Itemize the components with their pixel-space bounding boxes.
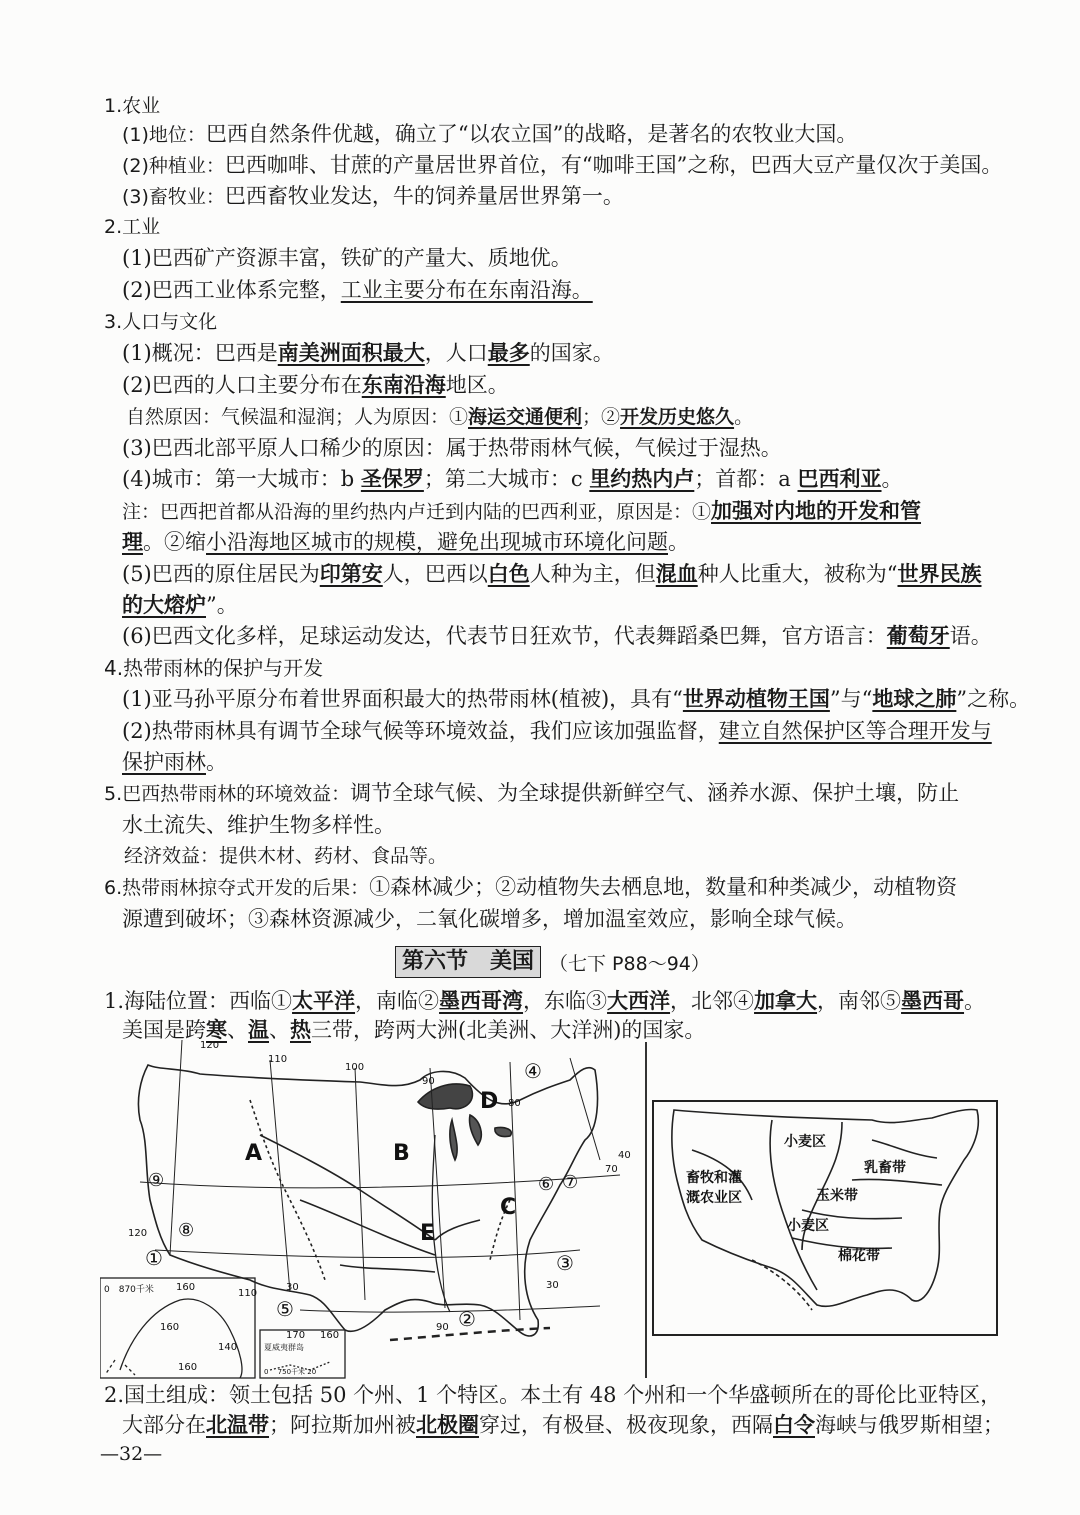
- tick-label: 160: [320, 1330, 340, 1341]
- text-line: (4)城市：第一大城市：b 圣保罗；第二大城市：c 里约热内卢；首都：a 巴西利亚。: [122, 466, 903, 491]
- section-heading: [395, 946, 710, 978]
- map-scale: 0 870千米: [104, 1285, 154, 1295]
- text-line: 美国是跨寒、温、热三带，跨两大洲(北美洲、大洋洲)的国家。: [122, 1017, 706, 1042]
- section-title-box: 第六节 美国: [395, 946, 541, 978]
- map-label-c: C: [500, 1195, 517, 1220]
- tick-label: 120: [200, 1040, 220, 1051]
- tick-label: 140: [218, 1342, 238, 1353]
- tick-label: 90: [422, 1076, 435, 1087]
- map-label-b: B: [393, 1141, 410, 1166]
- tick-label: 90: [436, 1322, 449, 1333]
- map-divider: [645, 1042, 647, 1378]
- zone-label-wheat-south: 小麦区: [787, 1218, 829, 1234]
- zone-label-dairy: 乳畜带: [864, 1160, 906, 1176]
- inset-scale: 0 750千米 20: [264, 1368, 317, 1376]
- tick-label: 160: [176, 1282, 196, 1293]
- text-line: 保护雨林。: [122, 750, 227, 774]
- map-label-a: A: [245, 1141, 263, 1166]
- text-line: (2)巴西工业体系完整，工业主要分布在东南沿海。: [122, 278, 593, 302]
- text-line: 水土流失、维护生物多样性。: [122, 813, 395, 837]
- tick-label: 170: [286, 1330, 306, 1341]
- map-circled-6: ⑥: [538, 1174, 555, 1195]
- tick-label: 30: [286, 1282, 299, 1293]
- text-line: 2.国土组成：领土包括 50 个州、1 个特区。本土有 48 个州和一个华盛顿所在的哥伦比亚特区，: [104, 1383, 1002, 1407]
- text-line: 1.海陆位置：西临①太平洋，南临②墨西哥湾，东临③大西洋，北邻④加拿大，南邻⑤墨西哥。: [104, 988, 986, 1013]
- text-line: (3)巴西北部平原人口稀少的原因：属于热带雨林气候，气候过于湿热。: [122, 436, 782, 460]
- map-label-d: D: [480, 1089, 499, 1114]
- text-line: (2)巴西的人口主要分布在东南沿海地区。: [122, 372, 509, 397]
- zone-label-ranch-2: 溉农业区: [686, 1190, 742, 1206]
- map-circled-5: ⑤: [276, 1297, 294, 1321]
- text-line: 的大熔炉”。: [122, 592, 238, 617]
- map-circled-1: ①: [145, 1246, 163, 1270]
- text-line: 经济效益：提供木材、药材、食品等。: [124, 845, 448, 867]
- map-label-e: E: [420, 1221, 436, 1246]
- zone-label-ranch: 畜牧和灌: [686, 1170, 742, 1186]
- text-line: (1)概况：巴西是南美洲面积最大，人口最多的国家。: [122, 340, 614, 365]
- text-line: (1)巴西矿产资源丰富，铁矿的产量大、质地优。: [122, 246, 572, 270]
- tick-label: 110: [238, 1288, 258, 1299]
- section-reference: （七下 P88～94）: [549, 952, 710, 975]
- text-line: (2)热带雨林具有调节全球气候等环境效益，我们应该加强监督，建立自然保护区等合理开发与: [122, 719, 992, 743]
- map-circled-4: ④: [524, 1059, 542, 1083]
- zone-label-corn: 玉米带: [816, 1188, 858, 1204]
- text-line: 自然原因：气候温和湿润；人为原因：①海运交通便利；②开发历史悠久。: [126, 406, 754, 428]
- tick-label: 30: [546, 1280, 559, 1291]
- text-line: 6.热带雨林掠夺式开发的后果：①森林减少；②动植物失去栖息地，数量和种类减少，动植物资: [104, 875, 958, 899]
- text-line: (3)畜牧业：巴西畜牧业发达，牛的饲养量居世界第一。: [122, 184, 624, 208]
- usa-agriculture-map: [652, 1100, 998, 1336]
- text-line: (6)巴西文化多样，足球运动发达，代表节日狂欢节，代表舞蹈桑巴舞，官方语言：葡萄牙语。: [122, 623, 992, 648]
- text-line: 源遭到破坏；③森林资源减少，二氧化碳增多，增加温室效应，影响全球气候。: [122, 907, 857, 931]
- map-circled-8: ⑧: [178, 1220, 195, 1241]
- zone-label-wheat-north: 小麦区: [784, 1134, 826, 1150]
- tick-label: 160: [178, 1362, 198, 1373]
- map-circled-3: ③: [556, 1251, 574, 1275]
- page-number: —32—: [100, 1443, 163, 1465]
- tick-label: 40: [618, 1150, 631, 1161]
- section-3-title: 3.人口与文化: [104, 311, 218, 333]
- text-line: (1)地位：巴西自然条件优越，确立了“以农立国”的战略，是著名的农牧业大国。: [122, 122, 858, 146]
- text-line: 注：巴西把首都从沿海的里约热内卢迁到内陆的巴西利亚，原因是：①加强对内地的开发和管: [122, 498, 922, 523]
- section-2-title: 2.工业: [104, 216, 161, 238]
- tick-label: 160: [160, 1322, 180, 1333]
- tick-label: 120: [128, 1228, 148, 1239]
- text-line: (1)亚马孙平原分布着世界面积最大的热带雨林(植被)，具有“世界动植物王国”与“地球之肺”之称。: [122, 686, 1031, 711]
- text-line: 大部分在北温带；阿拉斯加州被北极圈穿过，有极昼、极夜现象，西隔白令海峡与俄罗斯相望；: [122, 1412, 1004, 1437]
- tick-label: 110: [268, 1054, 288, 1065]
- tick-label: 100: [345, 1062, 365, 1073]
- section-1-title: 1.农业: [104, 95, 161, 117]
- inset-label: 夏威夷群岛: [264, 1343, 304, 1352]
- usa-physical-map: [100, 1040, 645, 1380]
- text-line: (5)巴西的原住居民为印第安人，巴西以白色人种为主，但混血种人比重大，被称为“世界民族: [122, 561, 982, 586]
- tick-label: 70: [605, 1164, 618, 1175]
- zone-label-cotton: 棉花带: [838, 1248, 880, 1264]
- map-circled-9: ⑨: [148, 1170, 165, 1191]
- text-line: 理。②缩小沿海地区城市的规模，避免出现城市环境化问题。: [122, 529, 689, 554]
- section-4-title: 4.热带雨林的保护与开发: [104, 656, 324, 680]
- tick-label: 80: [508, 1098, 521, 1109]
- text-line: 5.巴西热带雨林的环境效益：调节全球气候、为全球提供新鲜空气、涵养水源、保护土壤，防止: [104, 781, 960, 805]
- text-line: (2)种植业：巴西咖啡、甘蔗的产量居世界首位，有“咖啡王国”之称，巴西大豆产量仅次于美国。: [122, 153, 1003, 177]
- map-circled-7: ⑦: [562, 1172, 579, 1193]
- map-circled-2: ②: [458, 1307, 476, 1331]
